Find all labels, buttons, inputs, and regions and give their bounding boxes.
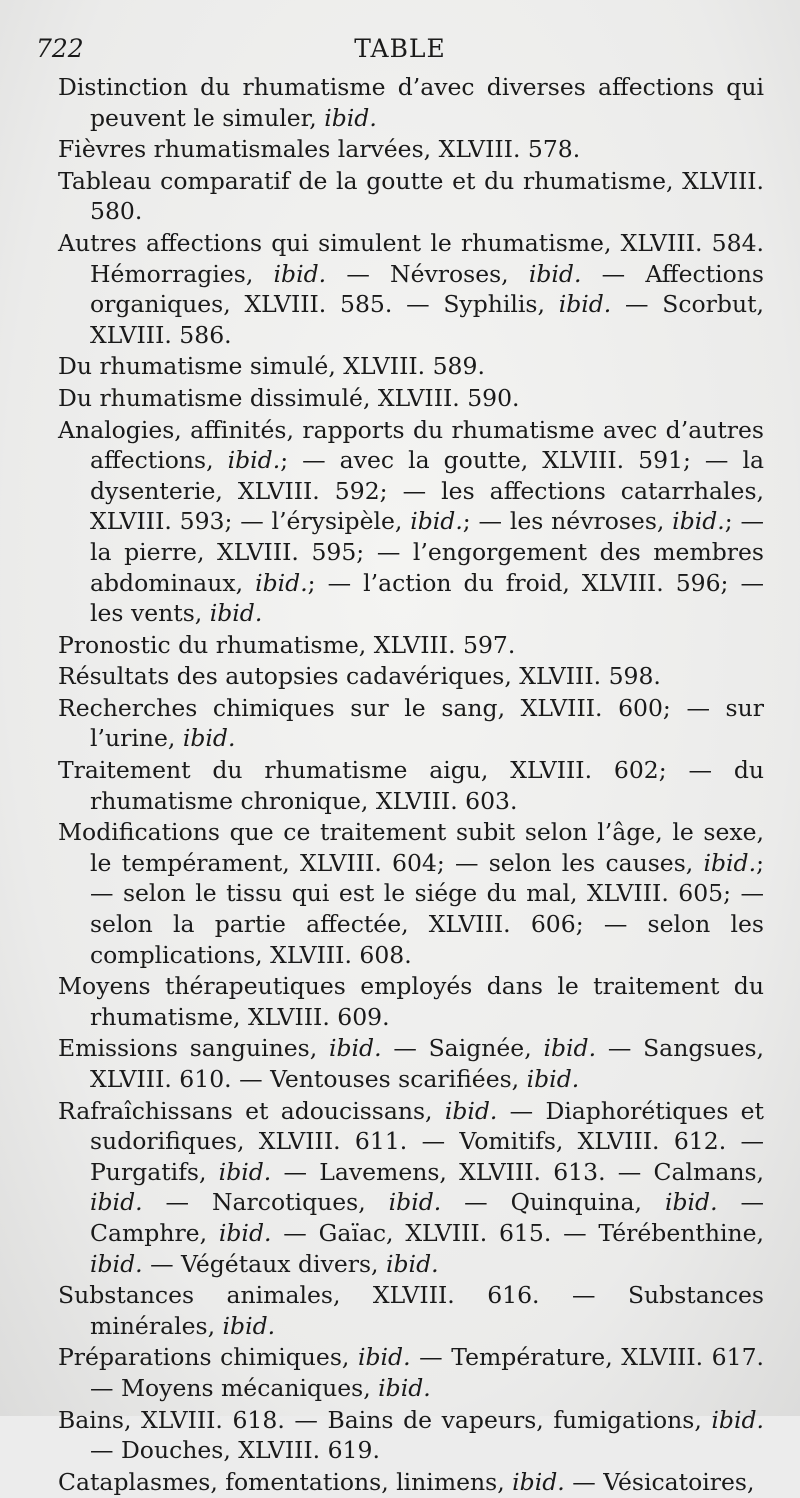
running-head (0, 34, 800, 68)
index-entry: Rafraîchissans et adoucissans, ibid. — Diaphorétiques et sudorifiques, XLVIII. 611. — Vomitifs, XLVIII. 612. — Purgatifs, ibid. — Lavemens, XLVIII. 613. — Calmans, ibid. — Narcotiques, ibid. — Quinquina, ibid. — Camphre, ibid. — Gaïac, XLVIII. 615. — Térébenthine, ibid. — Végétaux divers, ibid. (58, 1096, 764, 1278)
index-entry: Moyens thérapeutiques employés dans le traitement du rhumatisme, XLVIII. 609. (58, 972, 764, 1031)
index-entry: Modifications que ce traitement subit selon l’âge, le sexe, le tempérament, XLVIII. 604; — selon les causes, ibid.; — selon le tissu qui est le siége du mal, XLVIII. 605; — selon la partie affectée, XLVIII. 606; — selon les complications, XLVIII. 608. (58, 818, 764, 969)
index-entry: Préparations chimiques, ibid. — Température, XLVIII. 617. — Moyens mécaniques, ibid. (58, 1343, 764, 1402)
index-entry: Tableau comparatif de la goutte et du rhumatisme, XLVIII. 580. (58, 166, 764, 226)
index-entry: Traitement du rhumatisme aigu, XLVIII. 602; — du rhumatisme chronique, XLVIII. 603. (58, 756, 764, 815)
index-entry: Analogies, affinités, rapports du rhumatisme avec d’autres affections, ibid.; — avec la goutte, XLVIII. 591; — la dysenterie, XLVIII. 592; — les affections catarrhales, XLVIII. 593; — l’érysipèle, ibid.; — les névroses, ibid.; — la pierre, XLVIII. 595; — l’engorgement des membres abdominaux, ibid.; — l’action du froid, XLVIII. 596; — les vents, ibid. (58, 415, 765, 628)
index-entry: Cataplasmes, fomentations, linimens, ibid. — Vésicatoires, (58, 1467, 755, 1496)
page-number: 722 (36, 34, 84, 63)
index-entry: Distinction du rhumatisme d’avec diverses affections qui peuvent le simuler, ibid. (58, 73, 764, 132)
index-entry: Recherches chimiques sur le sang, XLVIII. 600; — sur l’urine, ibid. (58, 693, 764, 753)
index-entries (58, 72, 764, 1498)
index-entry: Emissions sanguines, ibid. — Saignée, ibid. — Sangsues, XLVIII. 610. — Ventouses scarifiées, ibid. (58, 1034, 765, 1093)
index-entry: Pronostic du rhumatisme, XLVIII. 597. (58, 630, 516, 659)
index-entry: Du rhumatisme dissimulé, XLVIII. 590. (58, 383, 520, 412)
index-entry: Autres affections qui simulent le rhumatisme, XLVIII. 584. Hémorragies, ibid. — Névroses, ibid. — Affections organiques, XLVIII. 585. — Syphilis, ibid. — Scorbut, XLVIII. 586. (58, 228, 764, 349)
index-entry: Substances animales, XLVIII. 616. — Substances minérales, ibid. (58, 1281, 764, 1340)
index-entry: Bains, XLVIII. 618. — Bains de vapeurs, fumigations, ibid. — Douches, XLVIII. 619. (58, 1405, 764, 1465)
section-title: TABLE (354, 34, 446, 63)
index-entry: Résultats des autopsies cadavériques, XLVIII. 598. (58, 662, 661, 691)
index-entry: Fièvres rhumatismales larvées, XLVIII. 578. (58, 135, 581, 164)
index-entry: Du rhumatisme simulé, XLVIII. 589. (58, 352, 485, 381)
